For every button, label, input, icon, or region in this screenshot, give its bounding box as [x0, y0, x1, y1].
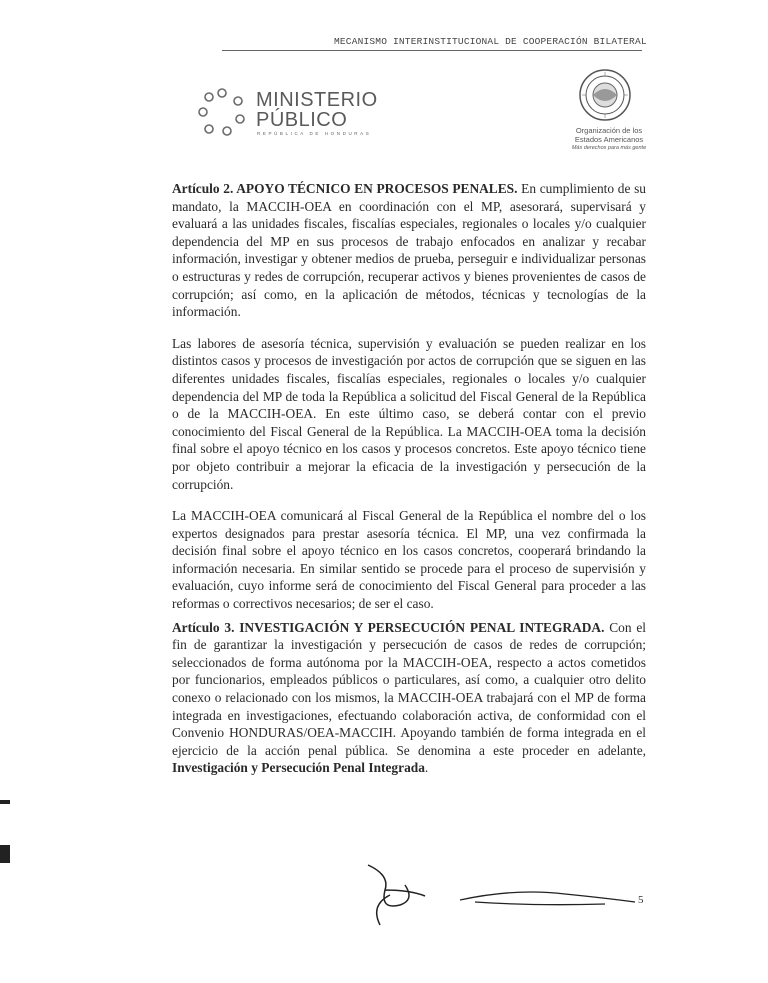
ministerio-publico-title	[256, 90, 378, 130]
running-header: MECANISMO INTERINSTITUCIONAL DE COOPERACIÓN BILATERAL	[334, 36, 647, 47]
article-3-paragraph-1	[172, 619, 646, 777]
scan-edge-mark	[0, 845, 10, 863]
scan-edge-mark	[0, 800, 10, 804]
mp-title-line1: MINISTERIO	[256, 89, 378, 111]
oas-seal-icon	[578, 68, 632, 122]
oas-line2: Estados Americanos	[574, 135, 644, 144]
article-3-heading: Artículo 3. INVESTIGACIÓN Y PERSECUCIÓN PENAL INTEGRADA.	[172, 619, 605, 635]
mp-title-line2: PÚBLICO	[256, 109, 348, 131]
article-2-paragraph-2: Las labores de asesoría técnica, supervisión y evaluación se pueden realizar en los distintos casos y procesos de investigación por actos de corrupción que se siguen en las diferentes unidades fiscales, fiscalías especiales, regionales o locales y/o cualquier dependencia del MP de toda la República a solicitud del Fiscal General de la República o de la MACCIH-OEA. En este último caso, se deberá contar con el previo conocimiento del Fiscal General de la República. La MACCIH-OEA toma la decisión final sobre el apoyo técnico en los casos y procesos concretos. Este apoyo técnico tiene por objeto contribuir a mejorar la eficacia de la investigación y persecución de la corrupción.	[172, 335, 646, 492]
article-3-text-1: Con el fin de garantizar la investigación y persecución de casos de redes de corrupción; seleccionados de forma autónoma por la MACCIH-OEA, respecto a actos cometidos por funcionarios, empleados públicos o particulares, así como, a cualquier otro delito conexo o relacionado con los mismos, la MACCIH-OEA trabajará con el MP de forma integrada en investigaciones, efectuando colaboración activa, de conformidad con el Convenio HONDURAS/OEA-MACCIH. Apoyando también de forma integrada en el ejercicio de la acción penal pública. Se denomina a este proceder en adelante,	[172, 619, 646, 758]
article-2-heading: Artículo 2. APOYO TÉCNICO EN PROCESOS PENALES.	[172, 181, 518, 196]
article-2-paragraph-3: La MACCIH-OEA comunicará al Fiscal General de la República el nombre del o los expertos designados para prestar asesoría técnica. El MP, una vez confirmada la decisión final sobre el apoyo técnico en los casos concretos, cooperará brindando la información necesaria. En similar sentido se procede para el proceso de supervisión y evaluación, cuyo informe será de conocimiento del Fiscal General para proceder a las reformas o correctivos necesarios; de ser el caso.	[172, 508, 646, 612]
article-2-text-1: En cumplimiento de su mandato, la MACCIH-OEA en coordinación con el MP, asesorará, supervisará y evaluará a las unidades fiscales, fiscalías especiales, regionales o locales y/o cualquier dependencia del MP en sus procesos de trabajo enfocados en analizar y recabar información, investigar y obtener medios de prueba, perseguir e individualizar personas o estructuras y redes de corrupción, recuperar activos y bienes provenientes de casos de corrupción; así como, en la aplicación de métodos, técnicas y tecnologías de la información.	[172, 181, 646, 320]
document-body	[172, 180, 646, 791]
header-rule	[222, 50, 642, 51]
article-3-end-punct: .	[424, 760, 429, 776]
oas-text	[566, 126, 652, 153]
handwritten-initials-icon	[455, 880, 640, 910]
article-2-paragraph-1	[172, 180, 646, 321]
oas-line1: Organización de los	[575, 126, 643, 135]
mp-subtitle: REPÚBLICA DE HONDURAS	[257, 131, 372, 136]
handwritten-signature-icon	[360, 860, 430, 930]
article-3-bold-term: Investigación y Persecución Penal Integrada	[172, 760, 425, 776]
oas-motto: Más derechos para más gente	[571, 145, 647, 151]
ministerio-publico-emblem-icon	[196, 86, 248, 138]
page-number: 5	[638, 894, 644, 906]
